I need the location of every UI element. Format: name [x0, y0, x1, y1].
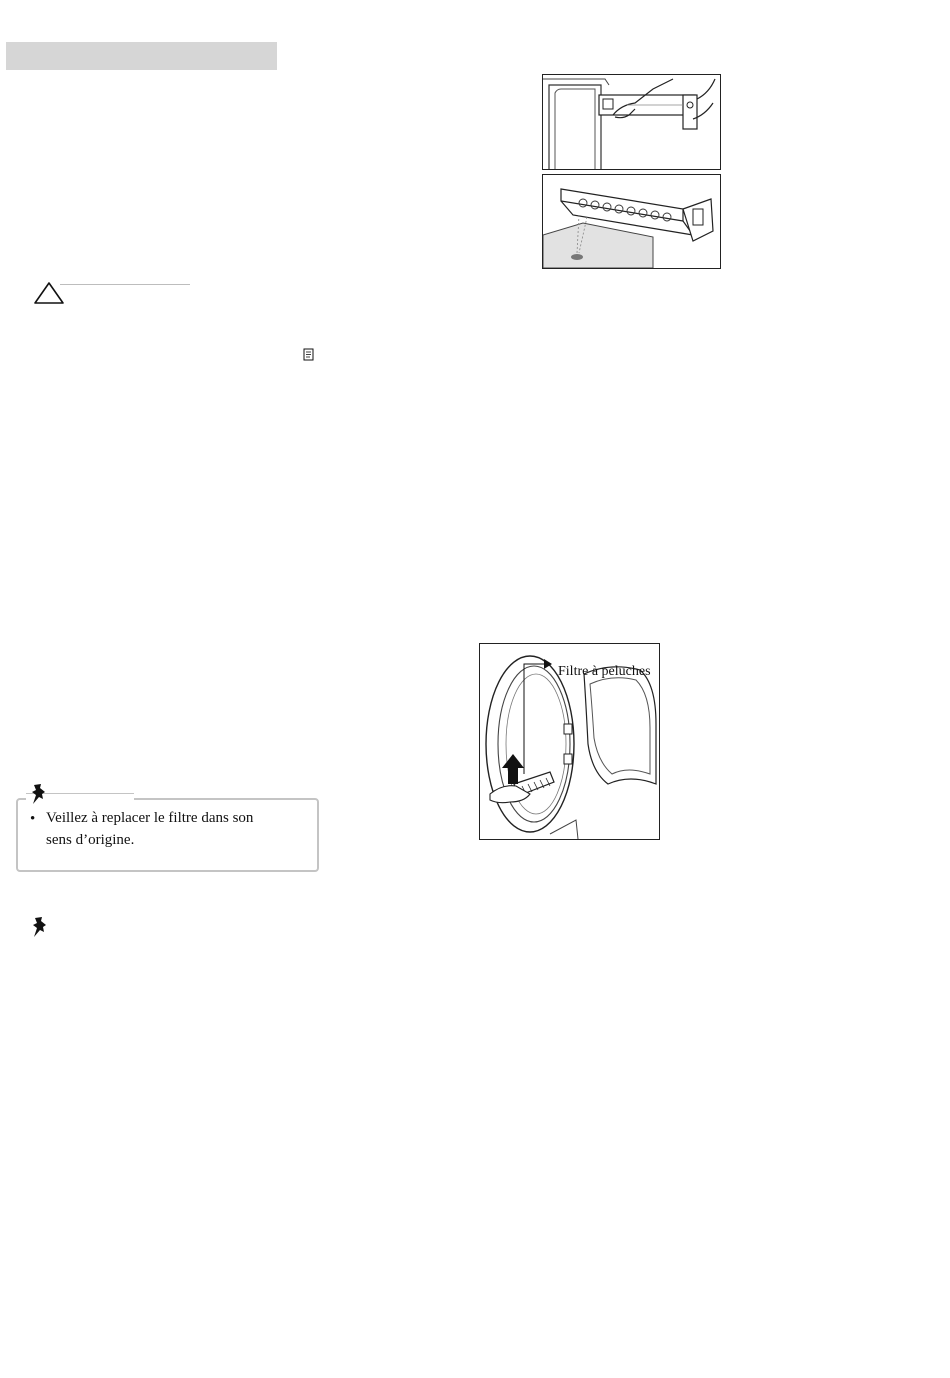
pushpin-icon: [31, 916, 51, 938]
section-header-bar: [6, 42, 277, 70]
note-text-line-2: sens d’origine.: [46, 832, 135, 848]
note-text-line-1: Veillez à replacer le filtre dans son: [46, 810, 254, 826]
document-icon: [303, 348, 315, 361]
note-text: [46, 807, 306, 851]
pushpin-icon: [30, 783, 50, 805]
illustration-filter-rinse: [542, 174, 721, 269]
note-bullet: •: [30, 811, 36, 827]
warning-divider: [60, 284, 190, 285]
lint-filter-label: Filtre à peluches: [558, 664, 651, 679]
illustration-filter-removal: [542, 74, 721, 170]
